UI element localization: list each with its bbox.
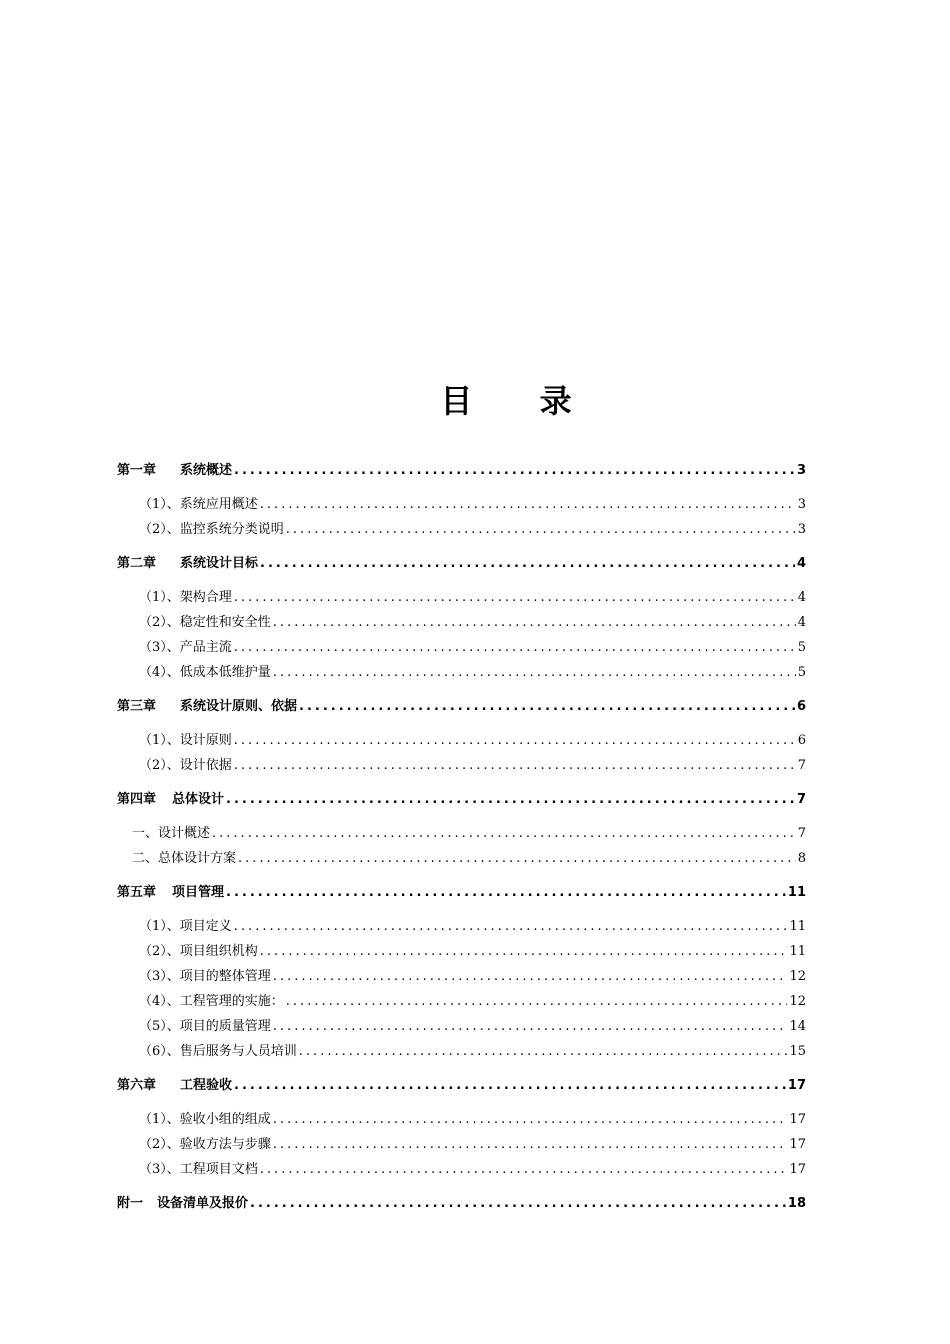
section-title: 低成本低维护量: [179, 665, 271, 680]
section-number: （2）、: [139, 522, 180, 537]
page-number: 3: [797, 522, 806, 537]
toc-section-entry[interactable]: [117, 846, 806, 871]
toc-section-entry[interactable]: [117, 635, 806, 660]
chapter-title: 总体设计: [172, 792, 225, 807]
toc-chapter-entry[interactable]: [117, 787, 806, 812]
page-title: 目 录: [440, 382, 600, 420]
toc-section-entry[interactable]: [117, 964, 806, 989]
page-number: 14: [789, 1019, 806, 1034]
dot-leader: [273, 1107, 788, 1132]
appendix-title: 设备清单及报价: [157, 1196, 249, 1211]
section-number: （6）、: [139, 1044, 180, 1059]
toc-section-entry[interactable]: [117, 753, 806, 778]
toc-chapter-entry[interactable]: [117, 694, 806, 719]
chapter-number: 第一章: [117, 463, 157, 478]
section-title: 项目组织机构: [179, 944, 258, 959]
chapter-title: 系统设计原则、依据: [180, 699, 298, 714]
toc-section-entry[interactable]: [117, 728, 806, 753]
dot-leader: [212, 821, 796, 846]
chapter-number: 第三章: [117, 699, 157, 714]
section-title: 系统应用概述: [179, 497, 258, 512]
toc-chapter-entry[interactable]: [117, 458, 806, 483]
dot-leader: [234, 914, 788, 939]
page-number: 17: [789, 1137, 806, 1152]
dot-leader: [299, 1039, 788, 1064]
section-number: （1）、: [139, 1112, 180, 1127]
toc-section-entry[interactable]: [117, 1014, 806, 1039]
section-title: 项目的整体管理: [179, 969, 271, 984]
dot-leader: [299, 694, 795, 719]
chapter-title: 系统设计目标: [180, 556, 259, 571]
section-number: （4）、: [139, 665, 180, 680]
dot-leader: [273, 660, 796, 685]
chapter-title: 系统概述: [180, 463, 233, 478]
section-number: （2）、: [139, 615, 180, 630]
section-number: （3）、: [139, 969, 180, 984]
toc-section-entry[interactable]: [117, 1157, 806, 1182]
section-number: （1）、: [139, 733, 180, 748]
dot-leader: [234, 585, 796, 610]
section-number: （3）、: [139, 1162, 180, 1177]
dot-leader: [226, 787, 795, 812]
toc-chapter-entry[interactable]: [117, 880, 806, 905]
dot-leader: [273, 1132, 788, 1157]
section-number: （2）、: [139, 758, 180, 773]
section-number: （1）、: [139, 590, 180, 605]
dot-leader: [238, 846, 796, 871]
page-number: 3: [797, 497, 806, 512]
dot-leader: [286, 989, 788, 1014]
section-number: （4）、: [139, 994, 180, 1009]
dot-leader: [273, 964, 788, 989]
page-number: 12: [789, 994, 806, 1009]
page-number: 6: [797, 733, 806, 748]
page-number: 17: [787, 1078, 806, 1093]
page-number: 4: [797, 615, 806, 630]
page-number: 4: [796, 556, 806, 571]
toc-section-entry[interactable]: [117, 660, 806, 685]
chapter-number: 第二章: [117, 556, 157, 571]
section-title: 验收方法与步骤: [179, 1137, 271, 1152]
toc-section-entry[interactable]: [117, 989, 806, 1014]
chapter-number: 第四章: [117, 792, 157, 807]
toc-section-entry[interactable]: [117, 1107, 806, 1132]
section-number: （2）、: [139, 944, 180, 959]
toc-appendix-entry[interactable]: [117, 1191, 806, 1216]
page-number: 17: [789, 1112, 806, 1127]
section-title: 设计原则: [179, 733, 232, 748]
table-of-contents: [117, 458, 806, 1216]
section-title: 售后服务与人员培训: [179, 1044, 297, 1059]
dot-leader: [234, 1073, 786, 1098]
section-number: （5）、: [139, 1019, 180, 1034]
page-number: 8: [797, 851, 806, 866]
dot-leader: [250, 1191, 786, 1216]
dot-leader: [234, 635, 796, 660]
chapter-number: 第五章: [117, 885, 157, 900]
section-title: 产品主流: [179, 640, 232, 655]
chapter-number: 第六章: [117, 1078, 157, 1093]
section-title: 总体设计方案: [158, 851, 237, 866]
dot-leader: [260, 1157, 788, 1182]
toc-section-entry[interactable]: [117, 821, 806, 846]
section-title: 工程项目文档: [179, 1162, 258, 1177]
section-number: （2）、: [139, 1137, 180, 1152]
section-title: 项目的质量管理: [179, 1019, 271, 1034]
section-title: 项目定义: [179, 919, 232, 934]
dot-leader: [234, 728, 796, 753]
toc-section-entry[interactable]: [117, 1132, 806, 1157]
dot-leader: [234, 458, 795, 483]
section-number: （1）、: [139, 497, 180, 512]
page-number: 17: [789, 1162, 806, 1177]
dot-leader: [273, 610, 796, 635]
section-number: 一、: [132, 826, 159, 841]
page-number: 11: [789, 944, 806, 959]
toc-section-entry[interactable]: [117, 492, 806, 517]
section-title: 架构合理: [179, 590, 232, 605]
page-number: 6: [796, 699, 806, 714]
toc-section-entry[interactable]: [117, 517, 806, 542]
page-number: 4: [797, 590, 806, 605]
page-number: 18: [787, 1196, 806, 1211]
dot-leader: [260, 551, 795, 576]
dot-leader: [226, 880, 786, 905]
toc-section-entry[interactable]: [117, 939, 806, 964]
section-number: （1）、: [139, 919, 180, 934]
page-number: 11: [789, 919, 806, 934]
dot-leader: [273, 1014, 788, 1039]
section-title: 监控系统分类说明: [179, 522, 284, 537]
section-title: 工程管理的实施：: [179, 994, 284, 1009]
toc-chapter-entry[interactable]: [117, 1073, 806, 1098]
page-number: 15: [789, 1044, 806, 1059]
toc-section-entry[interactable]: [117, 914, 806, 939]
section-number: （3）、: [139, 640, 180, 655]
section-number: 二、: [132, 851, 159, 866]
page-number: 7: [796, 792, 806, 807]
dot-leader: [260, 492, 796, 517]
chapter-title: 项目管理: [172, 885, 225, 900]
page-number: 11: [787, 885, 806, 900]
page-number: 7: [797, 758, 806, 773]
section-title: 验收小组的组成: [179, 1112, 271, 1127]
toc-section-entry[interactable]: [117, 610, 806, 635]
toc-chapter-entry[interactable]: [117, 551, 806, 576]
dot-leader: [260, 939, 788, 964]
toc-section-entry[interactable]: [117, 1039, 806, 1064]
dot-leader: [286, 517, 796, 542]
chapter-title: 工程验收: [180, 1078, 233, 1093]
section-title: 设计依据: [179, 758, 232, 773]
section-title: 设计概述: [158, 826, 211, 841]
appendix-number: 附一: [117, 1196, 144, 1211]
page-number: 3: [796, 463, 806, 478]
section-title: 稳定性和安全性: [179, 615, 271, 630]
page-number: 5: [797, 640, 806, 655]
page-number: 5: [797, 665, 806, 680]
dot-leader: [234, 753, 796, 778]
toc-section-entry[interactable]: [117, 585, 806, 610]
page-number: 7: [797, 826, 806, 841]
page-number: 12: [789, 969, 806, 984]
